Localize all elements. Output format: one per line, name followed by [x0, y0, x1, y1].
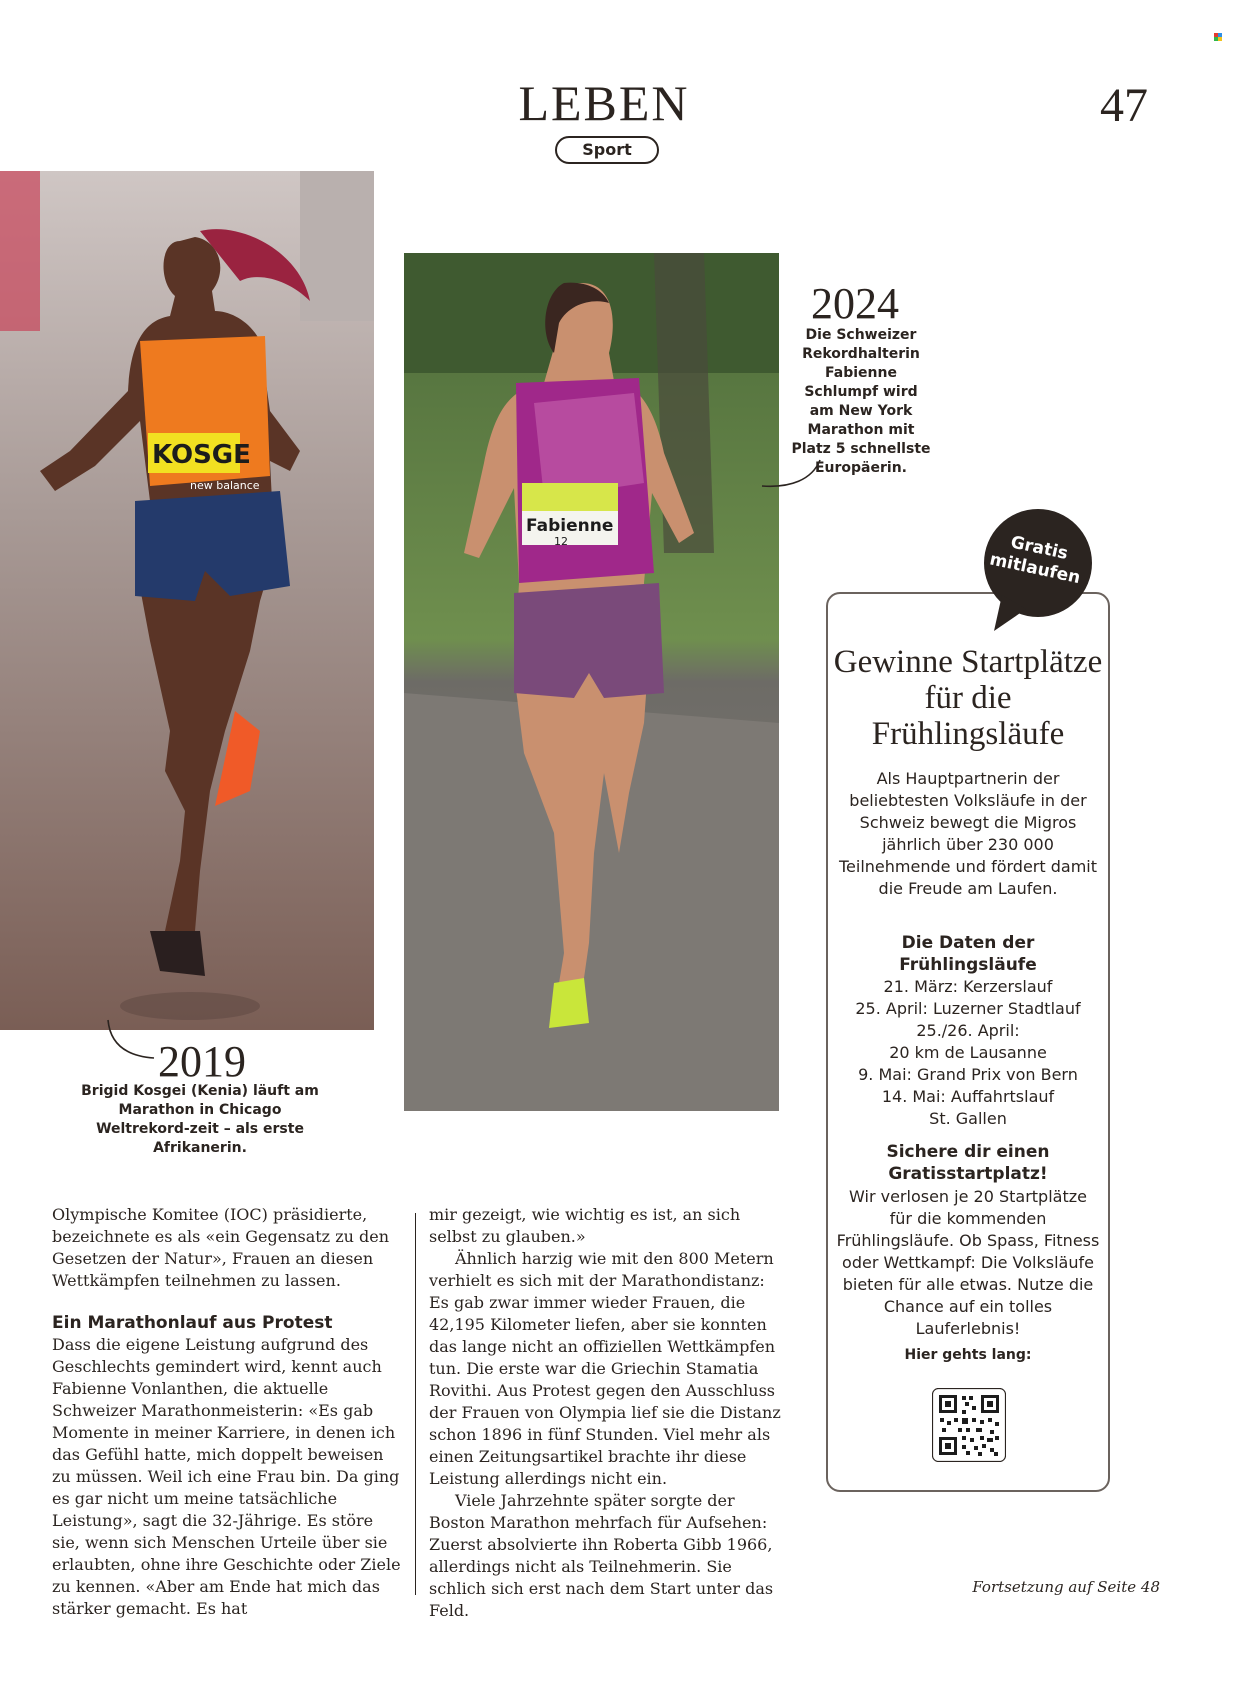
- photo-kosgei: [0, 171, 374, 1030]
- year-2024: 2024: [811, 279, 899, 328]
- promo-link-label: Hier gehts lang:: [904, 1347, 1032, 1363]
- article-paragraph: Olympische Komitee (IOC) präsidierte, bezeichnete es als «ein Gegensatz zu den Gesetzen der Natur», Frauen an diesen Wettkämpfen teilnehmen zu lassen.: [52, 1205, 390, 1290]
- caption-kosgei: Brigid Kosgei (Kenia) läuft am Marathon in Chicago Weltrekord-zeit – als erste Afrikanerin.: [81, 1083, 319, 1156]
- article-paragraph: mir gezeigt, wie wichtig es ist, an sich selbst zu glauben.»: [429, 1205, 741, 1246]
- column-divider: [415, 1213, 416, 1595]
- promo-cta-heading: Sichere dir einen Gratisstartplatz!: [886, 1142, 1050, 1184]
- bib-kosgei: KOSGE: [152, 440, 251, 470]
- photo-schlumpf: [404, 253, 779, 1111]
- page-number: 47: [1100, 79, 1148, 132]
- promo-dates: [836, 932, 1100, 1130]
- article-column-1: [52, 1204, 402, 1620]
- list-item: 21. März: Kerzerslauf: [883, 977, 1053, 996]
- caption-schlumpf: Die Schweizer Rekordhalterin Fabienne Schlumpf wird am New York Marathon mit Platz 5 schnellste Europäerin.: [791, 327, 931, 476]
- promo-headline: Gewinne Startplätze für die Frühlingsläufe: [833, 644, 1103, 752]
- promo-dates-heading: Die Daten der Frühlingsläufe: [899, 933, 1037, 975]
- list-item: 25. April: Luzerner Stadtlauf: [855, 999, 1081, 1018]
- promo-bubble-label: Gratis mitlaufen: [987, 532, 1083, 589]
- article-paragraph: Ähnlich harzig wie mit den 800 Metern verhielt es sich mit der Marathondistanz: Es gab zwar immer wieder Frauen, die 42,195 Kilometer liefen, aber sie konnten das lange nicht an offiziellen Wettkämpfen tun. Die erste war die Griechin Stamatia Rovithi. Aus Protest gegen den Ausschluss der Frauen von Olympia lief sie die Distanz schon 1896 in fünf Stunden. Viel mehr als einen Zeitungsartikel brachte ihr diese Leistung allerdings nicht ein.: [429, 1249, 781, 1488]
- promo-cta-text: Wir verlosen je 20 Startplätze für die kommenden Frühlingsläufe. Ob Spass, Fitness oder Wettkampf: Die Volksläufe bieten für alle etwas. Nutze die Chance auf ein tolles Lauferlebnis!: [836, 1187, 1100, 1338]
- year-2019: 2019: [158, 1037, 246, 1086]
- qr-code-icon[interactable]: [932, 1388, 1006, 1462]
- bib-schlumpf: Fabienne: [526, 516, 614, 536]
- list-item: 14. Mai: Auffahrtslauf: [881, 1087, 1055, 1106]
- continuation-note[interactable]: Fortsetzung auf Seite 48: [972, 1578, 1160, 1596]
- article-paragraph: Viele Jahrzehnte später sorgte der Boston Marathon mehrfach für Aufsehen: Zuerst absolvierte ihn Roberta Gibb 1966, allerdings nicht als Teilnehmerin. Sie schlich sich erst nach dem Start unter das Feld.: [429, 1491, 774, 1620]
- section-title: LEBEN: [518, 75, 690, 131]
- subsection-badge[interactable]: Sport: [555, 136, 659, 164]
- registration-mark-icon: [1214, 33, 1222, 41]
- callout-line-icon: [104, 1018, 156, 1062]
- article-paragraph: Dass die eigene Leistung aufgrund des Geschlechts gemindert wird, kennt auch Fabienne Vonlanthen, die aktuelle Schweizer Marathonmeisterin: «Es gab Momente in meiner Karriere, in denen ich das Gefühl hatte, mich doppelt beweisen zu müssen. Weil ich eine Frau bin. Da ging es gar nicht um meine tatsächliche Leistung», sagt die 32-Jährige. Es störe sie, wenn sich Menschen Urteile über sie erlaubten, ohne ihre Geschichte oder Ziele zu kennen. «Aber am Ende hat mich das stärker gemacht. Es hat: [52, 1335, 401, 1618]
- bib-number: 12: [554, 535, 568, 548]
- article-column-2: [429, 1204, 781, 1622]
- list-item: 9. Mai: Grand Prix von Bern: [858, 1065, 1078, 1084]
- promo-intro: Als Hauptpartnerin der beliebtesten Volksläufe in der Schweiz bewegt die Migros jährlich über 230 000 Teilnehmende und fördert damit die Freude am Laufen.: [838, 769, 1097, 898]
- list-item: St. Gallen: [929, 1109, 1007, 1128]
- promo-dates-list: [836, 976, 1100, 1130]
- list-item: 25./26. April:: [916, 1021, 1020, 1040]
- article-subheading: Ein Marathonlauf aus Protest: [52, 1313, 333, 1333]
- callout-line-icon: [760, 458, 822, 490]
- list-item: 20 km de Lausanne: [889, 1043, 1047, 1062]
- bib-sponsor: new balance: [190, 479, 260, 492]
